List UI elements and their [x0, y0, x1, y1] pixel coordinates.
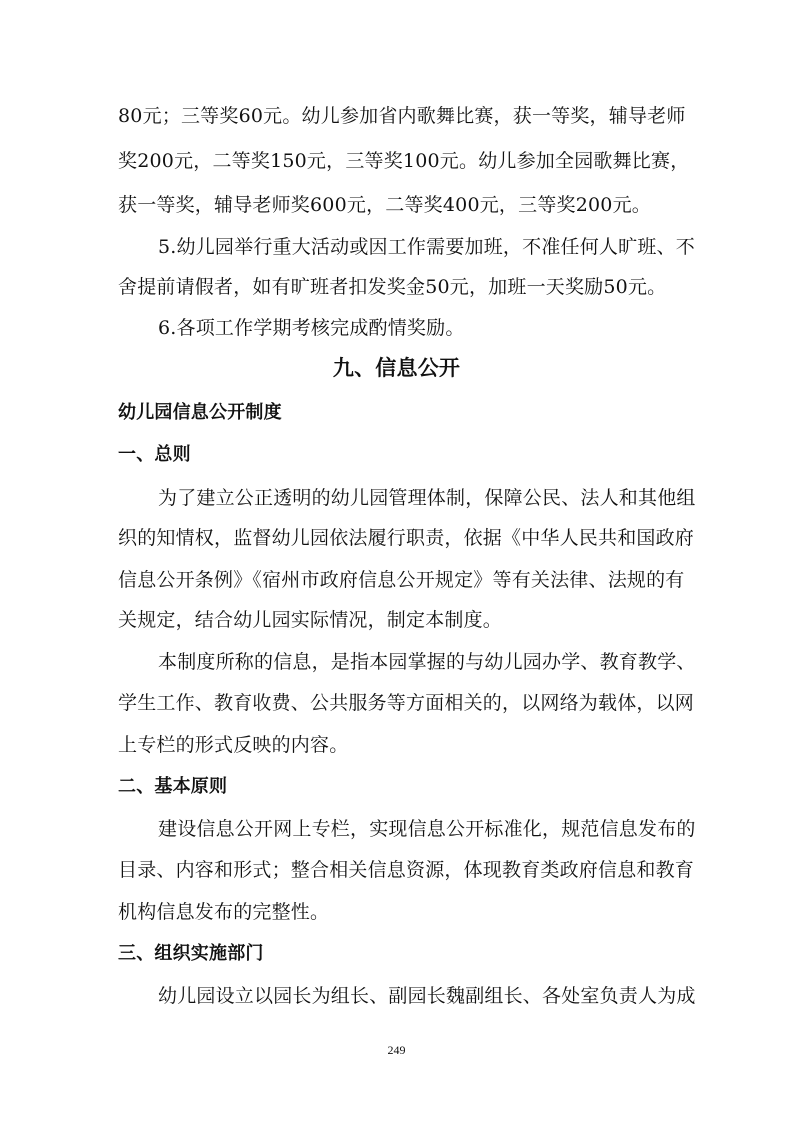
paragraph-line: 本制度所称的信息，是指本园掌握的与幼儿园办学、教育教学、 [158, 651, 696, 673]
subsection-heading: 二、基本原则 [118, 776, 228, 797]
paragraph-line: 上专栏的形式反映的内容。 [118, 734, 349, 756]
paragraph-line: 6.各项工作学期考核完成酌情奖励。 [158, 317, 465, 339]
paragraph-line: 奖200元，二等奖150元，三等奖100元。幼儿参加全园歌舞比赛， [118, 150, 690, 172]
paragraph-line: 学生工作、教育收费、公共服务等方面相关的，以网络为载体，以网 [118, 692, 695, 714]
subsection-heading: 一、总则 [118, 444, 191, 465]
page-number: 249 [387, 1043, 406, 1057]
paragraph-line: 建设信息公开网上专栏，实现信息公开标准化，规范信息发布的 [158, 818, 696, 840]
paragraph-line: 5.幼儿园举行重大活动或因工作需要加班，不准任何人旷班、不 [158, 236, 695, 258]
paragraph-line: 舍提前请假者，如有旷班者扣发奖金50元，加班一天奖励50元。 [118, 276, 667, 298]
paragraph-line: 信息公开条例》《宿州市政府信息公开规定》等有关法律、法规的有 [118, 569, 685, 591]
paragraph-line: 关规定，结合幼儿园实际情况，制定本制度。 [118, 609, 503, 631]
paragraph-line: 机构信息发布的完整性。 [118, 901, 330, 923]
section-heading: 九、信息公开 [332, 356, 461, 380]
document-title: 幼儿园信息公开制度 [118, 402, 282, 423]
paragraph-line: 幼儿园设立以园长为组长、副园长魏副组长、各处室负责人为成 [158, 985, 696, 1007]
paragraph-line: 织的知情权，监督幼儿园依法履行职责，依据《中华人民共和国政府 [118, 527, 695, 549]
paragraph-line: 目录、内容和形式；整合相关信息资源，体现教育类政府信息和教育 [118, 859, 695, 881]
paragraph-line: 为了建立公正透明的幼儿园管理体制，保障公民、法人和其他组 [158, 487, 696, 509]
paragraph-line: 获一等奖，辅导老师奖600元，二等奖400元，三等奖200元。 [118, 194, 651, 216]
subsection-heading: 三、组织实施部门 [118, 943, 264, 964]
paragraph-line: 80元；三等奖60元。幼儿参加省内歌舞比赛，获一等奖，辅导老师 [118, 105, 686, 127]
